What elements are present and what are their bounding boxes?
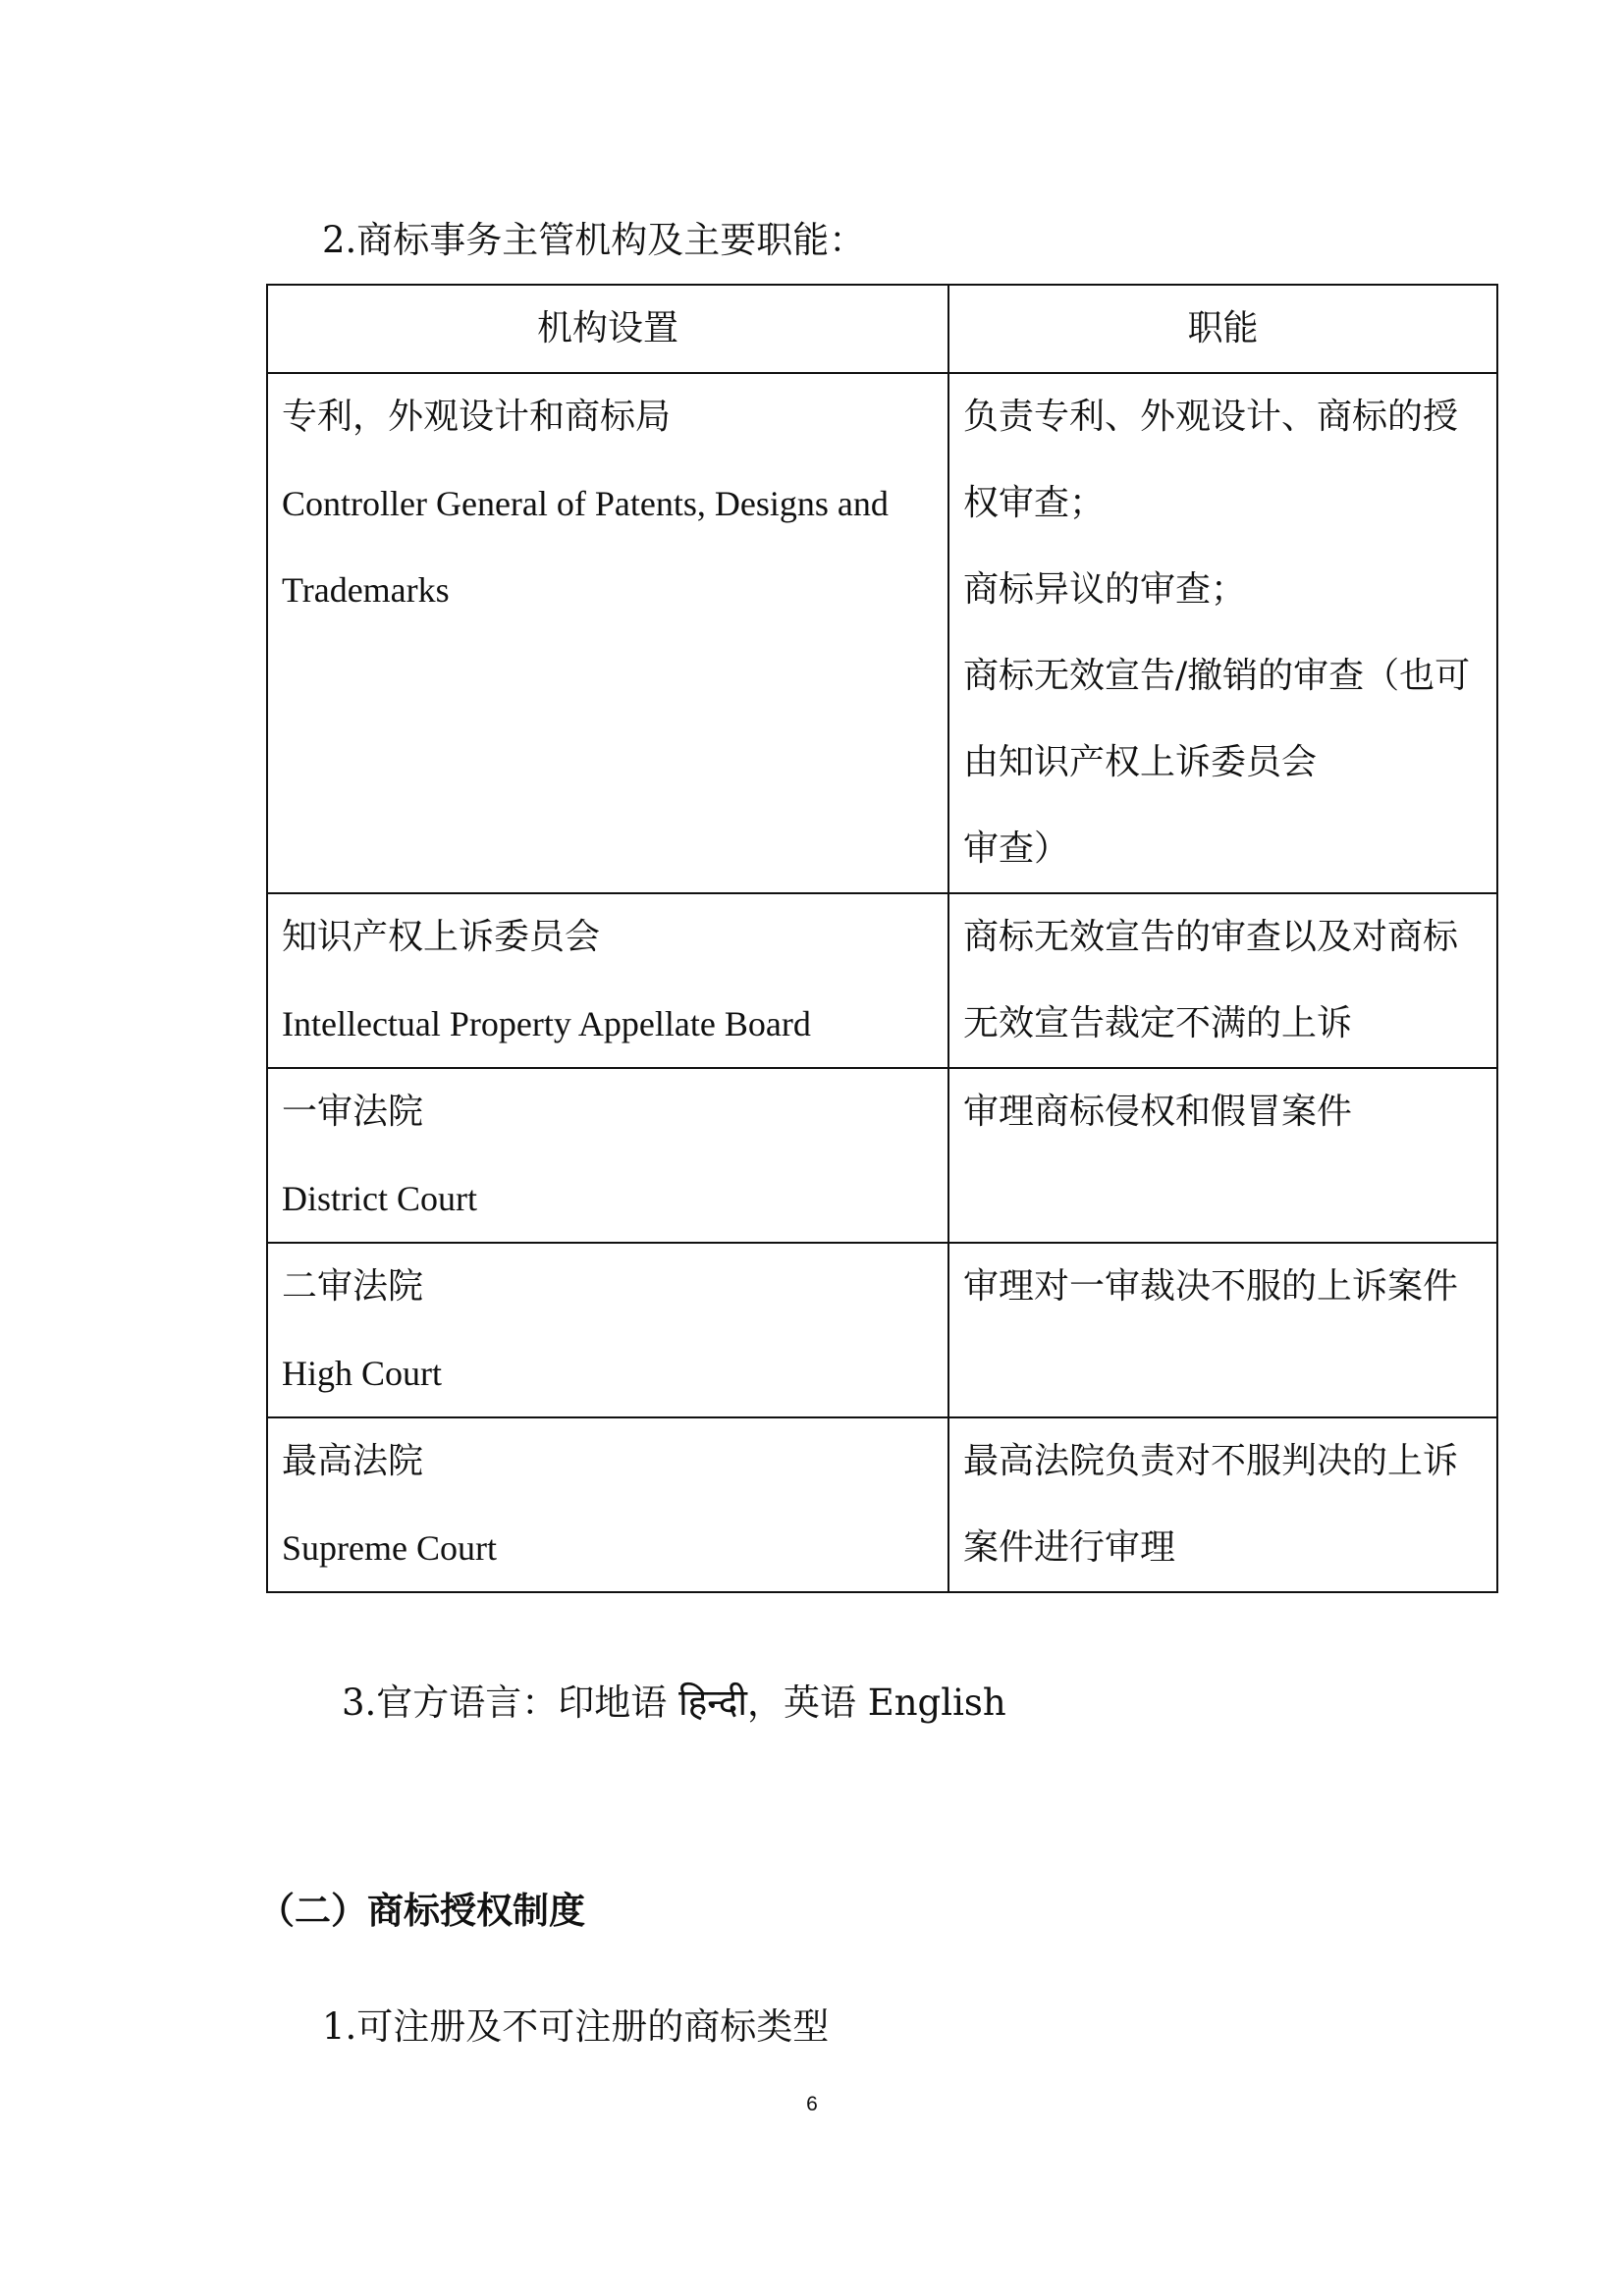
section-heading-trademark-types: 1.可注册及不可注册的商标类型 xyxy=(322,2005,830,2048)
section-heading-authorities: 2.商标事务主管机构及主要职能： xyxy=(322,219,866,261)
authorities-table xyxy=(266,284,1498,1593)
org-name-zh: 一审法院 xyxy=(282,1092,424,1132)
org-name-en: High Court xyxy=(282,1354,443,1393)
section-heading-registration-system: （二）商标授权制度 xyxy=(258,1889,585,1932)
table-header-row xyxy=(267,285,1497,373)
function-cell: 最高法院负责对不服判决的上诉案件进行审理 xyxy=(948,1417,1497,1592)
section-heading-languages: 3.官方语言：印地语 हिन्दी，英语 English xyxy=(342,1682,1006,1724)
org-name-zh: 二审法院 xyxy=(282,1266,424,1307)
org-cell xyxy=(267,1243,948,1417)
org-cell xyxy=(267,893,948,1068)
function-cell: 商标无效宣告的审查以及对商标无效宣告裁定不满的上诉 xyxy=(948,893,1497,1068)
table-row xyxy=(267,373,1497,893)
function-cell: 审理对一审裁决不服的上诉案件 xyxy=(948,1243,1497,1417)
org-name-en: Intellectual Property Appellate Board xyxy=(282,1004,811,1043)
org-cell xyxy=(267,1068,948,1243)
org-name-zh: 专利，外观设计和商标局 xyxy=(282,397,672,437)
function-cell: 负责专利、外观设计、商标的授权审查； 商标异议的审查； 商标无效宣告/撤销的审查（也可由知识产权上诉委员会 审查） xyxy=(948,373,1497,893)
table-row xyxy=(267,1243,1497,1417)
header-organization: 机构设置 xyxy=(267,285,948,373)
org-cell xyxy=(267,373,948,893)
org-name-en: Controller General of Patents, Designs and Trademarks xyxy=(282,484,889,610)
org-name-en: District Court xyxy=(282,1179,477,1218)
table-row xyxy=(267,1068,1497,1243)
function-cell: 审理商标侵权和假冒案件 xyxy=(948,1068,1497,1243)
org-name-zh: 知识产权上诉委员会 xyxy=(282,917,601,957)
page-number: 6 xyxy=(806,2093,818,2115)
org-name-en: Supreme Court xyxy=(282,1528,497,1568)
table-row xyxy=(267,1417,1497,1592)
header-function: 职能 xyxy=(948,285,1497,373)
table-row xyxy=(267,893,1497,1068)
org-name-zh: 最高法院 xyxy=(282,1441,424,1481)
org-cell xyxy=(267,1417,948,1592)
